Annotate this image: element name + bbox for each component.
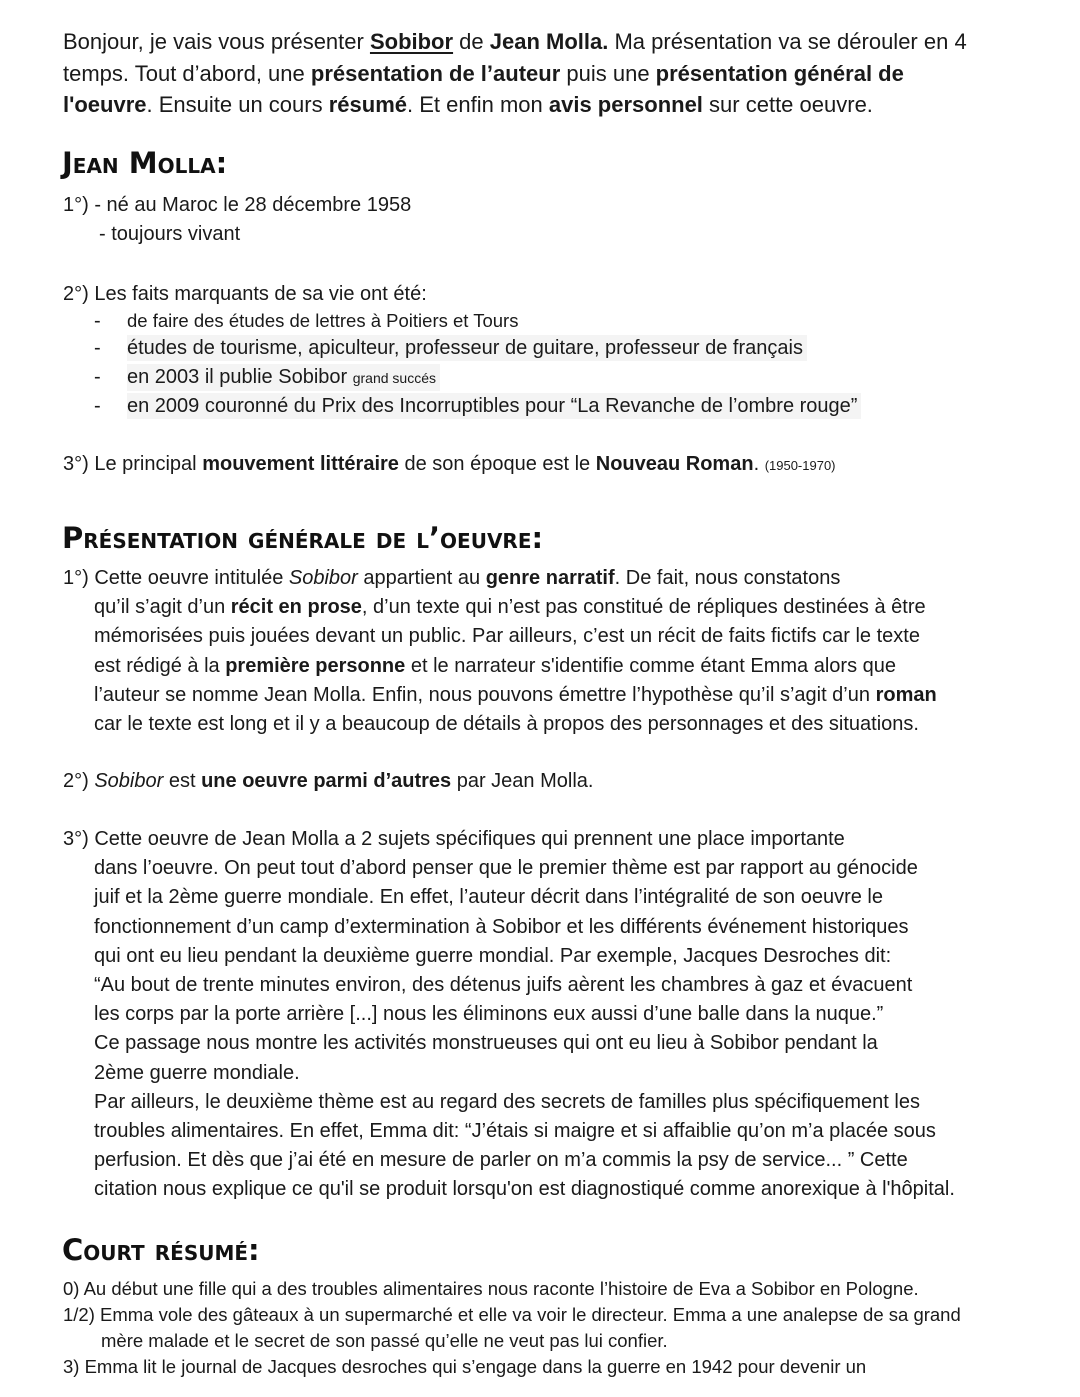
overview-point-2 — [63, 767, 1033, 796]
book-title: Sobibor — [369, 29, 454, 54]
text: est — [163, 770, 202, 792]
paragraph-line — [63, 767, 1033, 796]
intro-text: . Ensuite un cours — [146, 92, 329, 117]
text: appartient au — [357, 567, 486, 589]
bold-text: roman — [875, 683, 937, 706]
point-text: de son époque est le — [398, 453, 596, 475]
text: . De fait, nous constatons — [614, 567, 841, 589]
text: l’auteur se nomme Jean Molla. Enfin, nous pouvons émettre l’hypothèse qu’il s’agit d’un — [94, 683, 876, 706]
book-title: Sobibor — [288, 567, 358, 589]
summary-list — [63, 1276, 1043, 1380]
author-name: Jean Molla. — [489, 29, 609, 54]
intro-line-2 — [63, 58, 1033, 90]
list-item-text — [127, 364, 440, 391]
text: qu’il s’agit d’un — [94, 596, 231, 619]
bold-text: une oeuvre parmi d’autres — [201, 770, 452, 792]
list-item — [94, 308, 522, 334]
intro-line-1 — [63, 26, 1033, 58]
book-title: Sobibor — [94, 770, 164, 792]
text: , d’un texte qui n’est pas constitué de répliques destinées à être — [361, 596, 926, 619]
paragraph-line: qui ont eu lieu pendant la deuxième guerre mondial. Par exemple, Jacques Desroches dit: — [94, 944, 892, 967]
author-point-3 — [63, 451, 836, 479]
text: 2°) — [63, 770, 95, 792]
bullet-dash: - — [94, 395, 101, 417]
intro-bold: résumé — [328, 92, 407, 117]
intro-text: Ma présentation va se dérouler en 4 — [608, 29, 967, 54]
list-item-main: en 2003 il publie Sobibor — [127, 366, 348, 388]
paragraph-line: dans l’oeuvre. On peut tout d’abord penser que le premier thème est par rapport au génocide — [94, 857, 918, 880]
paragraph-line: troubles alimentaires. En effet, Emma dit: “J’étais si maigre et si affaiblie qu’on m’a placée sous — [94, 1120, 936, 1143]
bold-text: première personne — [225, 654, 406, 677]
author-point-1: 1°) - né au Maroc le 28 décembre 1958 — [63, 194, 412, 216]
bullet-dash: - — [94, 337, 101, 359]
intro-text: . Et enfin mon — [407, 92, 549, 117]
intro-bold: l'oeuvre — [63, 92, 147, 117]
text: 1°) Cette oeuvre intitulée — [63, 567, 289, 589]
text: par Jean Molla. — [451, 770, 594, 792]
bullet-dash: - — [94, 310, 101, 332]
intro-line-3 — [63, 89, 1033, 121]
author-point-2: 2°) Les faits marquants de sa vie ont été: — [63, 283, 427, 305]
paragraph-line — [63, 681, 1033, 710]
list-item-text: de faire des études de lettres à Poitiers et Tours — [127, 310, 519, 331]
bold-text: récit en prose — [230, 596, 362, 619]
summary-item: 3) Emma lit le journal de Jacques desroches qui s’engage dans la guerre en 1942 pour devenir un — [63, 1356, 867, 1377]
intro-bold: avis personnel — [548, 92, 703, 117]
paragraph-line: perfusion. Et dès que j’ai été en mesure de parler on m’a commis la psy de service... ” Cette — [94, 1149, 908, 1172]
summary-item-continued: mère malade et le secret de son passé qu’elle ne veut pas lui confier. — [101, 1330, 668, 1351]
overview-point-3 — [63, 825, 1033, 1205]
section-heading-author: Jean Molla: — [62, 146, 228, 180]
list-item-note: grand succés — [352, 370, 437, 386]
intro-text: de — [453, 29, 490, 54]
paragraph-line — [63, 652, 1033, 681]
list-item-text: en 2009 couronné du Prix des Incorruptibles pour “La Revanche de l’ombre rouge” — [127, 393, 861, 419]
list-item-text: études de tourisme, apiculteur, professeur de guitare, professeur de français — [127, 335, 807, 361]
intro-bold: présentation général de — [655, 60, 904, 86]
intro-text: puis une — [560, 60, 656, 86]
point-text: 3°) Le principal — [63, 453, 203, 475]
intro-text: Bonjour, je vais vous présenter — [63, 29, 370, 54]
paragraph-line: mémorisées puis jouées devant un public. Par ailleurs, c’est un récit de faits fictifs car le texte — [94, 625, 920, 648]
point-bold: mouvement littéraire — [202, 453, 399, 475]
section-heading-overview: Présentation générale de l’oeuvre: — [62, 521, 544, 555]
paragraph-line: les corps par la porte arrière [...] nous les éliminons eux aussi d’une balle dans la nuque.” — [94, 1003, 884, 1026]
bold-text: genre narratif — [485, 567, 615, 589]
summary-item: 1/2) Emma vole des gâteaux à un supermarché et elle va voir le directeur. Emma a une analepse de sa grand — [63, 1304, 961, 1325]
list-item — [94, 364, 440, 391]
overview-point-1 — [63, 564, 1033, 739]
bullet-dash: - — [94, 366, 101, 388]
point-bold: Nouveau Roman — [595, 453, 754, 475]
list-item — [94, 393, 861, 419]
paragraph-line: fonctionnement d’un camp d’extermination à Sobibor et les différents événement historiques — [94, 915, 909, 938]
paragraph-line: 2ème guerre mondiale. — [94, 1061, 300, 1084]
paragraph-line: citation nous explique ce qu'il se produit lorsqu'on est diagnostiqué comme anorexique à l'hôpital. — [94, 1178, 955, 1201]
author-point-1-sub: - toujours vivant — [99, 223, 241, 245]
summary-item: 0) Au début une fille qui a des troubles alimentaires nous raconte l’histoire de Eva a Sobibor en Pologne. — [63, 1278, 919, 1299]
intro-bold: présentation de l’auteur — [310, 60, 561, 86]
section-heading-summary: Court résumé: — [62, 1233, 260, 1267]
text: est rédigé à la — [94, 654, 226, 677]
paragraph-line: Ce passage nous montre les activités monstrueuses qui ont eu lieu à Sobibor pendant la — [94, 1032, 878, 1055]
date-range: (1950-1970) — [764, 458, 836, 473]
paragraph-line: “Au bout de trente minutes environ, des détenus juifs aèrent les chambres à gaz et évacuent — [94, 974, 913, 997]
paragraph-line: juif et la 2ème guerre mondiale. En effet, l’auteur décrit dans l’intégralité de son oeuvre le — [94, 886, 883, 909]
paragraph-line: Par ailleurs, le deuxième thème est au regard des secrets de familles plus spécifiquement les — [94, 1090, 920, 1113]
paragraph-line: 3°) Cette oeuvre de Jean Molla a 2 sujets spécifiques qui prennent une place importante — [63, 828, 845, 850]
paragraph-line: car le texte est long et il y a beaucoup de détails à propos des personnages et des situations. — [94, 713, 919, 736]
text: et le narrateur s'identifie comme étant Emma alors que — [405, 654, 896, 677]
paragraph-line — [63, 564, 1033, 593]
paragraph-line — [63, 593, 1033, 622]
intro-text: sur cette oeuvre. — [702, 92, 873, 117]
intro-text: temps. Tout d’abord, une — [63, 60, 311, 86]
point-text: . — [753, 453, 765, 475]
list-item — [94, 335, 807, 361]
intro-paragraph — [63, 26, 1033, 121]
